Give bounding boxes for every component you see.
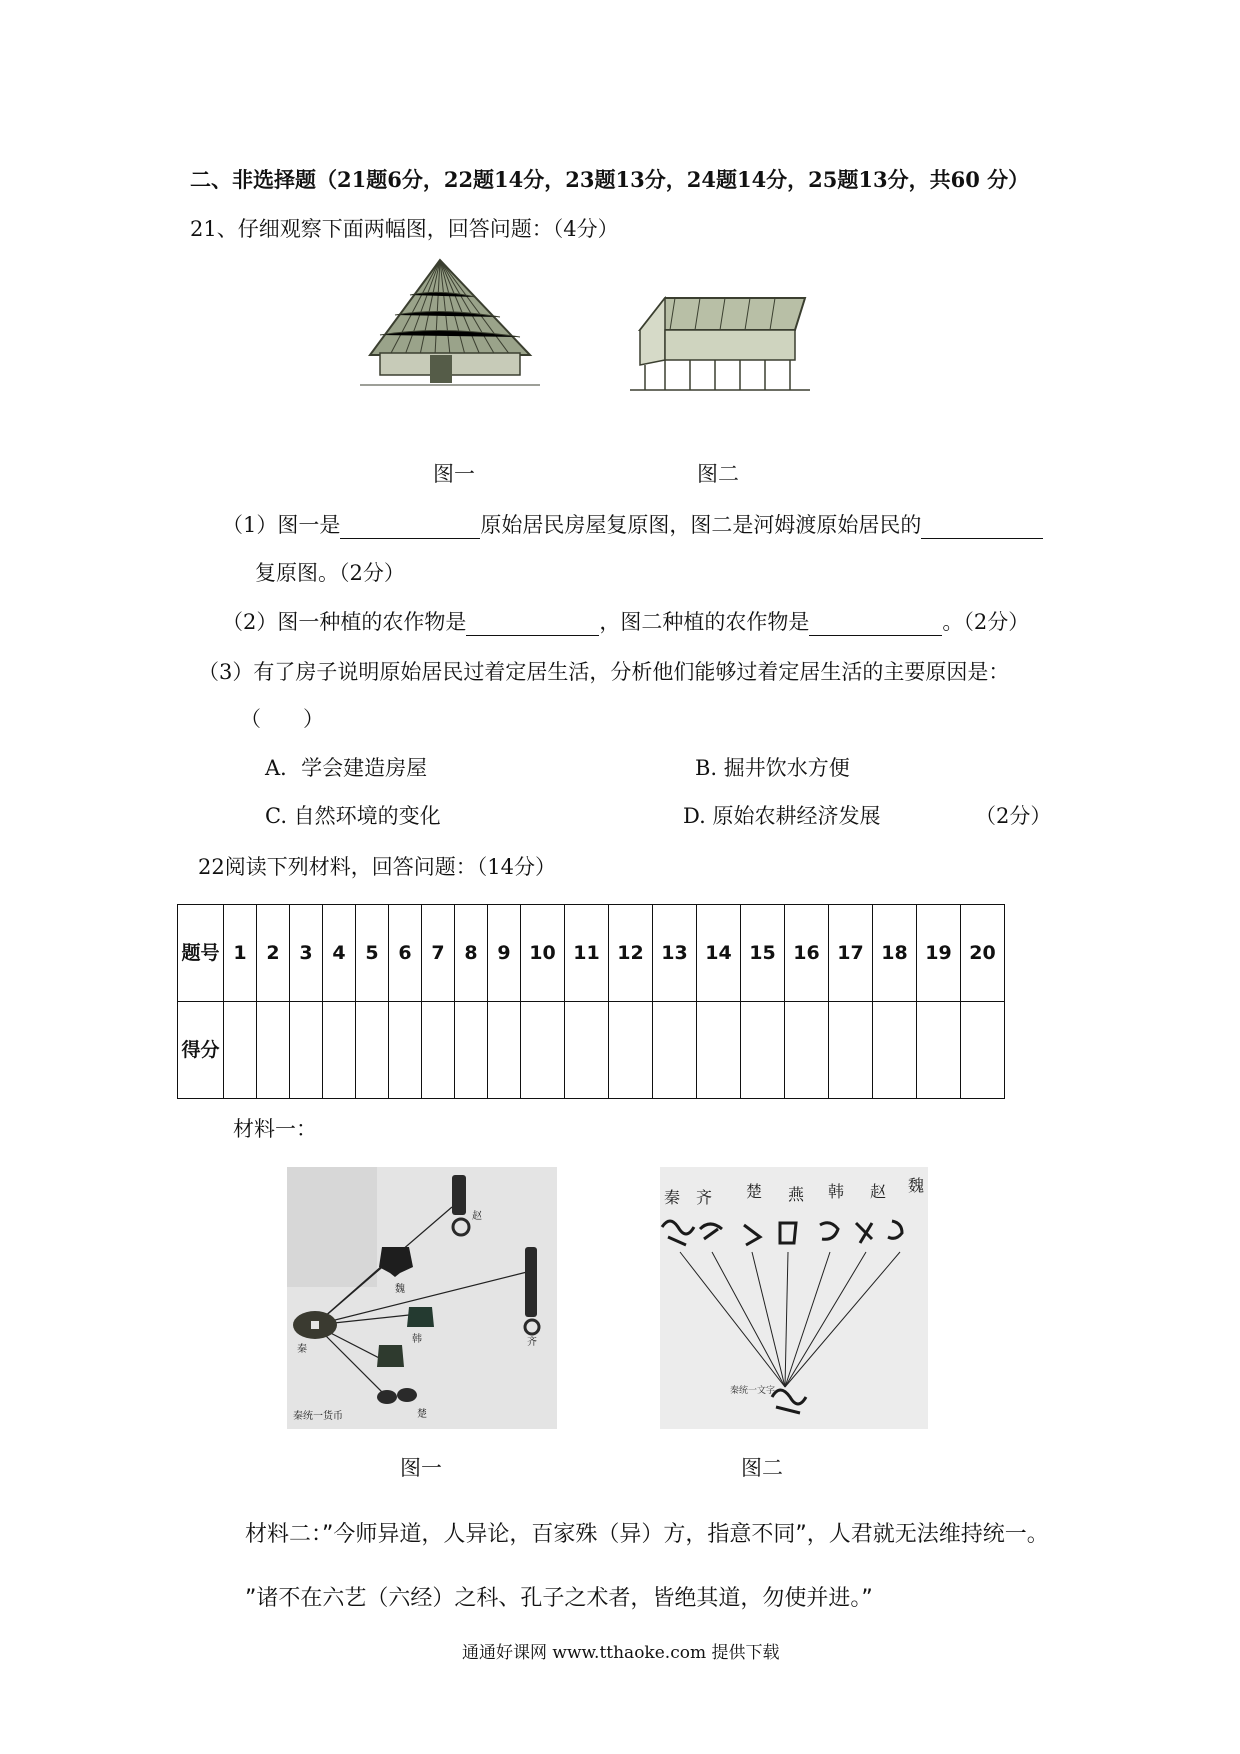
coin-label-han: 韩 — [412, 1334, 422, 1345]
answer-blank-4[interactable] — [809, 613, 942, 636]
q21-sub2-text-b: ，图二种植的农作物是 — [599, 610, 810, 634]
q21-sub1-line1 — [222, 509, 1043, 539]
unified-script-figure — [660, 1167, 928, 1429]
q-number: 9 — [488, 905, 521, 1002]
q22-stem: 22阅读下列材料，回答问题：（14分） — [198, 855, 556, 879]
q-number: 6 — [389, 905, 422, 1002]
q21-score-note: （2分） — [975, 804, 1052, 828]
q21-option-c[interactable]: C. 自然环境的变化 — [265, 804, 441, 828]
q21-fig2-caption: 图二 — [697, 462, 739, 486]
script-state-qi: 齐 — [696, 1188, 713, 1207]
coin-label-chu: 楚 — [417, 1409, 427, 1420]
q21-option-b[interactable]: B. 掘井饮水方便 — [695, 756, 850, 780]
q-number: 5 — [356, 905, 389, 1002]
q-number: 8 — [455, 905, 488, 1002]
q21-sub2-text-c: 。（2分） — [942, 610, 1030, 634]
score-cell[interactable] — [488, 1002, 521, 1099]
script-state-wei: 魏 — [908, 1176, 925, 1195]
score-cell[interactable] — [565, 1002, 609, 1099]
q-number: 15 — [741, 905, 785, 1002]
material2-line1: 材料二：”今师异道，人异论，百家殊（异）方，指意不同”，人君就无法维持统一。 — [245, 1522, 1049, 1547]
q-number: 3 — [290, 905, 323, 1002]
q21-sub1-text-a: （1）图一是 — [222, 513, 341, 537]
unified-currency-figure — [287, 1167, 557, 1429]
q-number: 7 — [422, 905, 455, 1002]
q21-sub2-text-a: （2）图一种植的农作物是 — [222, 610, 467, 634]
score-table-number-row — [178, 905, 1005, 1002]
score-cell[interactable] — [829, 1002, 873, 1099]
score-cell[interactable] — [455, 1002, 488, 1099]
q-number: 4 — [323, 905, 356, 1002]
q21-stem: 21、仔细观察下面两幅图，回答问题：（4分） — [190, 217, 619, 241]
answer-blank-1[interactable] — [340, 516, 480, 539]
q21-sub3: （3）有了房子说明原始居民过着定居生活，分析他们能够过着定居生活的主要原因是： — [198, 660, 1010, 684]
material1-label: 材料一： — [233, 1117, 317, 1141]
coin-figure-caption: 秦统一货币 — [293, 1411, 343, 1422]
q-number: 12 — [609, 905, 653, 1002]
row-label-number: 题号 — [178, 905, 224, 1002]
score-cell[interactable] — [389, 1002, 422, 1099]
score-table-score-row — [178, 1002, 1005, 1099]
score-cell[interactable] — [257, 1002, 290, 1099]
q22-fig1-caption: 图一 — [400, 1456, 442, 1480]
q21-sub1-line2: 复原图。（2分） — [255, 561, 405, 585]
q-number: 19 — [917, 905, 961, 1002]
script-state-chu: 楚 — [746, 1182, 763, 1201]
q-number: 18 — [873, 905, 917, 1002]
score-cell[interactable] — [873, 1002, 917, 1099]
q-number: 20 — [961, 905, 1005, 1002]
q21-sub1-text-b: 原始居民房屋复原图，图二是河姆渡原始居民的 — [480, 513, 922, 537]
script-state-zhao: 赵 — [870, 1182, 887, 1201]
q21-sub2 — [222, 606, 1029, 636]
q21-answer-parens[interactable]: （ ） — [240, 707, 324, 731]
score-cell[interactable] — [356, 1002, 389, 1099]
score-cell[interactable] — [422, 1002, 455, 1099]
score-cell[interactable] — [917, 1002, 961, 1099]
material2-line2: ”诸不在六艺（六经）之科、孔子之术者，皆绝其道，勿使并进。” — [245, 1586, 873, 1611]
q-number: 16 — [785, 905, 829, 1002]
score-cell[interactable] — [653, 1002, 697, 1099]
q22-fig2-caption: 图二 — [741, 1456, 783, 1480]
score-cell[interactable] — [224, 1002, 257, 1099]
q-number: 14 — [697, 905, 741, 1002]
score-cell[interactable] — [323, 1002, 356, 1099]
score-cell[interactable] — [697, 1002, 741, 1099]
q21-fig1-caption: 图一 — [433, 462, 475, 486]
script-figure-caption: 秦统一文字 — [730, 1386, 776, 1396]
q21-option-d[interactable]: D. 原始农耕经济发展 — [683, 804, 881, 828]
answer-blank-2[interactable] — [921, 516, 1043, 539]
section-header: 二、非选择题（21题6分，22题14分，23题13分，24题14分，25题13分，共60 分） — [190, 167, 1030, 192]
script-state-yan: 燕 — [788, 1185, 805, 1204]
q-number: 1 — [224, 905, 257, 1002]
score-cell[interactable] — [961, 1002, 1005, 1099]
score-cell[interactable] — [785, 1002, 829, 1099]
q21-option-a[interactable]: A．学会建造房屋 — [265, 756, 428, 780]
coin-label-wei: 魏 — [395, 1284, 405, 1295]
q-number: 17 — [829, 905, 873, 1002]
q-number: 11 — [565, 905, 609, 1002]
score-cell[interactable] — [609, 1002, 653, 1099]
coin-label-qi: 齐 — [527, 1337, 537, 1348]
q-number: 2 — [257, 905, 290, 1002]
row-label-score: 得分 — [178, 1002, 224, 1099]
score-table — [177, 904, 1005, 1099]
page-footer: 通通好课网 www.tthaoke.com 提供下载 — [462, 1643, 780, 1663]
score-cell[interactable] — [290, 1002, 323, 1099]
script-state-han: 韩 — [828, 1182, 845, 1201]
q-number: 10 — [521, 905, 565, 1002]
score-cell[interactable] — [741, 1002, 785, 1099]
script-state-qin: 秦 — [664, 1188, 681, 1207]
coin-label-zhao: 赵 — [472, 1211, 482, 1222]
thatched-hut-illustration — [350, 255, 550, 405]
q-number: 13 — [653, 905, 697, 1002]
score-cell[interactable] — [521, 1002, 565, 1099]
coin-label-qin: 秦 — [297, 1344, 307, 1355]
stilt-house-illustration — [620, 290, 820, 410]
answer-blank-3[interactable] — [466, 613, 599, 636]
